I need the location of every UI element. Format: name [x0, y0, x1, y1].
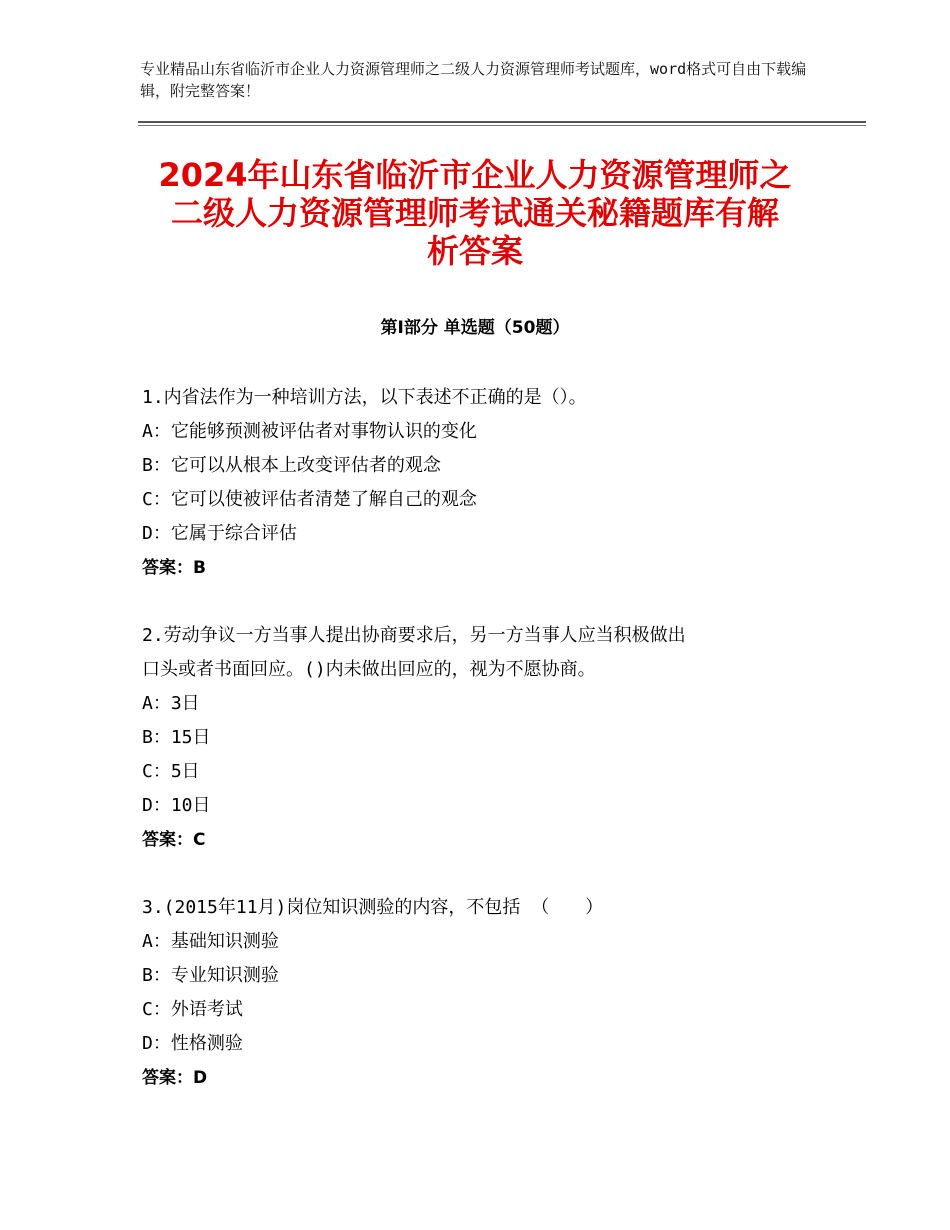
question-stem: 口头或者书面回应。()内未做出回应的，视为不愿协商。 [142, 659, 596, 680]
question-stem: 1.内省法作为一种培训方法，以下表述不正确的是（）。 [142, 387, 587, 408]
header-note: 专业精品山东省临沂市企业人力资源管理师之二级人力资源管理师考试题库，word格式可自由下载编辑，附完整答案！ [140, 60, 807, 100]
option-c: C：外语考试 [142, 999, 243, 1020]
option-b: B：它可以从根本上改变评估者的观念 [142, 455, 441, 476]
question-stem: 3.(2015年11月)岗位知识测验的内容，不包括 （ ） [142, 897, 604, 918]
option-a: A：它能够预测被评估者对事物认识的变化 [142, 421, 477, 442]
option-b: B：15日 [142, 727, 211, 748]
question-1 [142, 381, 822, 585]
title-line: 2024年山东省临沂市企业人力资源管理师之 [158, 156, 792, 194]
answer: 答案：B [142, 558, 206, 578]
question-3 [142, 891, 822, 1095]
option-a: A：3日 [142, 693, 200, 714]
option-a: A：基础知识测验 [142, 931, 279, 952]
option-d: D：性格测验 [142, 1033, 243, 1054]
option-d: D：它属于综合评估 [142, 523, 297, 544]
question-stem: 2.劳动争议一方当事人提出协商要求后，另一方当事人应当积极做出 [142, 625, 686, 646]
document-title [120, 156, 830, 270]
answer: 答案：C [142, 830, 206, 850]
section-title: 第Ⅰ部分 单选题（50题） [380, 318, 570, 338]
title-line: 析答案 [426, 232, 523, 270]
option-b: B：专业知识测验 [142, 965, 279, 986]
header-divider-thick [138, 121, 866, 123]
option-c: C：它可以使被评估者清楚了解自己的观念 [142, 489, 477, 510]
question-2 [142, 619, 822, 857]
option-c: C：5日 [142, 761, 200, 782]
answer: 答案：D [142, 1068, 208, 1088]
header-divider-thin [138, 125, 866, 126]
title-line: 二级人力资源管理师考试通关秘籍题库有解 [170, 194, 779, 232]
option-d: D：10日 [142, 795, 211, 816]
